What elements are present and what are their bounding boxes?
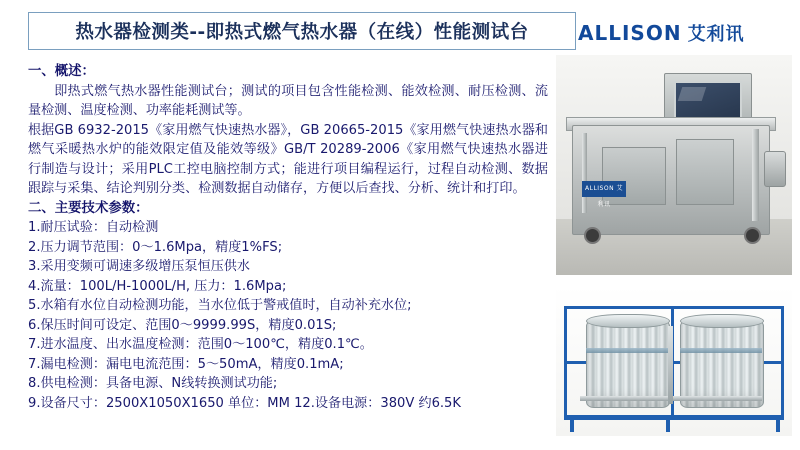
- param-item: 4.流量：100L/H-1000L/H, 压力：1.6Mpa;: [28, 278, 287, 294]
- cabinet-door-right: [676, 139, 734, 205]
- water-tank-top: [680, 314, 764, 328]
- param-item: 9.设备尺寸：2500X1050X1650 单位：MM 12.设备电源：380V 约6.5K: [28, 395, 461, 411]
- brand-logo: [578, 20, 790, 50]
- caster-wheel: [584, 227, 601, 244]
- param-item: 7.漏电检测：漏电电流范围：5～50mA，精度0.1mA;: [28, 356, 344, 372]
- overview-heading: 一、概述：: [28, 64, 95, 79]
- bottom-spacer: [0, 444, 800, 450]
- overview-paragraph-2: 根据GB 6932-2015《家用燃气快速热水器》，GB 20665-2015《家用燃气快速热水器和燃气采暖热水炉的能效限定值及能效等级》GB/T 20289-2006《家用燃气快速热水器进行制造与设计；采用PLC工控电脑控制方式；能进行项目编程运行，过程自动检测、数据跟踪与采集、结论判别分类、检测数据自动储存，方便以后查找、分析、统计和打印。: [28, 122, 548, 196]
- water-tank-top: [586, 314, 670, 328]
- param-item: 3.采用变频可调速多级增压泵恒压供水: [28, 259, 250, 274]
- frame-leg: [570, 416, 574, 432]
- param-item: 8.供电检测：具备电源、N线转换测试功能;: [28, 376, 278, 391]
- test-bench-photo: [556, 55, 792, 275]
- frame-leg: [776, 416, 780, 432]
- brand-logo-en: ALLISON: [578, 21, 682, 45]
- param-item: 2.压力调节范围：0～1.6Mpa，精度1%FS;: [28, 239, 283, 255]
- water-tank: [586, 320, 670, 408]
- frame-base: [564, 416, 784, 420]
- params-heading: 二、主要技术参数：: [28, 200, 149, 216]
- frame-leg: [666, 416, 670, 432]
- water-tank: [680, 320, 764, 408]
- pipe-left: [582, 133, 587, 213]
- pipe-right: [752, 129, 759, 221]
- brand-logo-cn: 艾利讯: [687, 24, 745, 45]
- bench-brand-label: ALLISON 艾利讯: [582, 181, 626, 197]
- overview-paragraph-1: 即热式燃气热水器性能测试台；测试的项目包含性能检测、能效检测、耐压检测、流量检测、温度检测、功率能耗测试等。: [28, 83, 548, 118]
- param-item: 7.进水温度、出水温度检测：范围0～100℃，精度0.1℃。: [28, 337, 373, 352]
- caster-wheel: [744, 227, 761, 244]
- content-body: [28, 62, 548, 413]
- water-tank-band: [586, 348, 668, 353]
- param-item: 1.耐压试验：自动检测: [28, 220, 159, 235]
- tank-pipe-vertical: [668, 326, 673, 404]
- param-item: 6.保压时间可设定、范围0～9999.99S，精度0.01S;: [28, 317, 337, 333]
- page-title-box: [28, 12, 576, 50]
- water-tanks-photo: [556, 286, 792, 436]
- water-tank-band: [680, 348, 762, 353]
- param-item: 5.水箱有水位自动检测功能，当水位低于警戒值时，自动补充水位;: [28, 298, 412, 313]
- page-title: 热水器检测类--即热式燃气热水器（在线）性能测试台: [75, 22, 529, 43]
- water-heater-unit: [764, 151, 786, 187]
